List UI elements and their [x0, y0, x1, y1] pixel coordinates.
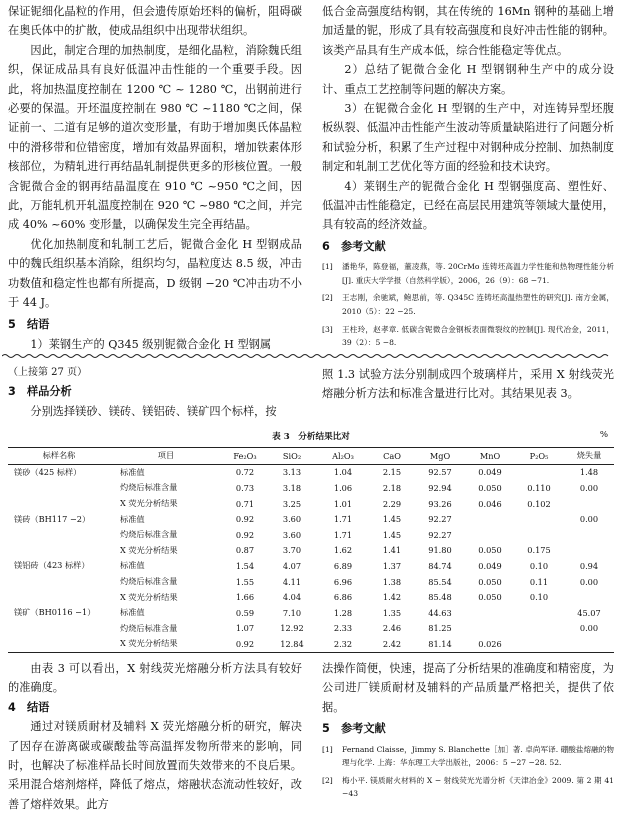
- table-cell: 1.55: [235, 576, 255, 587]
- paragraph: 3）在铌微合金化 H 型钢的生产中，对连铸异型坯腹板纵裂、低温冲击性能产生波动等质量缺陷进行了问题分析和试验分析，积累了生产过程中对钢种成分控制、加热制度制定和轧制工艺优化等方面的经验和技术诀窍。: [322, 102, 614, 174]
- table-cell: 0.00: [579, 514, 599, 525]
- table-cell: [466, 511, 514, 527]
- table-cell: 镁砖（BH117 −2）: [14, 513, 91, 524]
- reference-item: [322, 774, 614, 801]
- table-cell: 0.049: [478, 467, 502, 478]
- table-cell: 0.00: [579, 576, 599, 587]
- table-row: [8, 558, 614, 574]
- table-cell: 85.54: [428, 576, 452, 587]
- table-header-cell: CaO: [370, 448, 414, 465]
- table-cell: 93.26: [428, 498, 452, 509]
- table-cell: [514, 511, 564, 527]
- paragraph: 2）总结了铌微合金化 H 型钢钢种生产中的成分设计、重点工艺控制等问题的解决方案。: [322, 63, 614, 96]
- table-cell: 12.92: [280, 623, 304, 634]
- table-cell: 2.42: [370, 636, 414, 652]
- table-cell: [514, 636, 564, 652]
- table-cell: 1.54: [235, 560, 255, 571]
- analysis-table: [8, 447, 614, 653]
- table-header-cell: 标样名称: [8, 448, 110, 465]
- table-cell: 2.15: [382, 467, 402, 478]
- table-cell: 1.45: [382, 514, 402, 525]
- table-cell: [466, 605, 514, 621]
- table-cell: 灼烧后标准含量: [120, 482, 178, 493]
- table-cell: 1.45: [382, 529, 402, 540]
- table-row: [8, 605, 614, 621]
- table-cell: 标准值: [120, 560, 145, 571]
- table-cell: 92.94: [428, 482, 452, 493]
- table-row: [8, 496, 614, 512]
- section-heading: 5 结语: [8, 317, 50, 331]
- table-cell: 镁铝砖（423 标样）: [14, 560, 90, 571]
- table-cell: 0.92: [235, 514, 255, 525]
- table-cell: 0.71: [235, 498, 255, 509]
- section-heading: 4 结语: [8, 700, 50, 714]
- table-cell: 标准值: [120, 466, 145, 477]
- table-header-row: [8, 448, 614, 465]
- table-cell: 0.102: [527, 498, 551, 509]
- table-cell: [564, 636, 614, 652]
- table-row: [8, 480, 614, 496]
- table-cell: 1.01: [333, 498, 353, 509]
- table-cell: 1.37: [382, 560, 402, 571]
- table-cell: 0.73: [235, 482, 255, 493]
- table-cell: 0.00: [579, 623, 599, 634]
- paragraph: 由表 3 可以看出，X 射线荧光熔融分析方法具有较好的准确度。: [8, 662, 302, 695]
- bottom-right-column: [322, 659, 614, 801]
- table-cell: [564, 496, 614, 512]
- reference-number: [3]: [322, 324, 333, 334]
- reference-text: Fernand Claisse，Jimmy S. Blanchette［加］著. 卓尚军译. 硼酸盐熔融的物理与化学. 上海：华东理工大学出版社，2006：5 −27 −28. 52.: [342, 744, 614, 768]
- reference-item: [322, 260, 614, 287]
- table-cell: 1.62: [333, 545, 353, 556]
- bottom-left-column: [8, 659, 302, 814]
- table-cell: 3.60: [282, 529, 302, 540]
- article-divider: [2, 353, 620, 359]
- table-cell: 2.33: [333, 623, 353, 634]
- mid-left-column: [8, 363, 302, 421]
- table-cell: [564, 543, 614, 559]
- table-cell: 85.48: [428, 592, 452, 603]
- table-header-cell: Fe₂O₃: [222, 448, 268, 465]
- table-cell: 镁矿（BH0116 −1）: [14, 607, 96, 618]
- table-cell: 91.80: [428, 545, 452, 556]
- table-cell: [514, 605, 564, 621]
- table-cell: [8, 589, 110, 605]
- table-cell: [8, 480, 110, 496]
- table-cell: X 荧光分析结果: [110, 636, 222, 652]
- table-header-cell: 烧失量: [564, 448, 614, 465]
- paragraph: 低合金高强度结构钢，其在传统的 16Mn 钢种的基础上增加适量的铌，形成了具有较高强度和良好冲击性能的钢种。该类产品具有生产成本低，综合性能稳定等优点。: [322, 5, 614, 57]
- mid-right-column: [322, 365, 614, 404]
- table-cell: 0.92: [222, 636, 268, 652]
- table-cell: 3.18: [282, 482, 302, 493]
- table-cell: 4.04: [282, 592, 302, 603]
- table-cell: 0.00: [579, 482, 599, 493]
- table-cell: 84.74: [428, 560, 452, 571]
- table-cell: 灼烧后标准含量: [120, 576, 178, 587]
- table-cell: 0.050: [478, 482, 502, 493]
- table-cell: 7.10: [282, 607, 302, 618]
- table-cell: 2.18: [382, 482, 402, 493]
- table-cell: 2.29: [382, 498, 402, 509]
- table-row: [8, 464, 614, 480]
- paragraph: 法操作简便，快速，提高了分析结果的准确度和精密度，为公司进厂镁质耐材及辅料的产品质量严格把关，提供了依据。: [322, 662, 614, 714]
- table-cell: 6.86: [333, 592, 353, 603]
- table-cell: 0.94: [579, 560, 599, 571]
- table-cell: 92.27: [428, 514, 452, 525]
- table-row: [8, 621, 614, 637]
- table-cell: 灼烧后标准含量: [120, 529, 178, 540]
- table-cell: 1.35: [382, 607, 402, 618]
- table-unit: %: [599, 430, 608, 440]
- table-caption: 表 3 分析结果比对: [272, 432, 350, 442]
- reference-number: [2]: [322, 775, 333, 785]
- table-cell: 44.63: [428, 607, 452, 618]
- table-cell: 0.049: [478, 560, 502, 571]
- table-cell: 0.046: [478, 498, 502, 509]
- table-cell: 0.175: [527, 545, 551, 556]
- table-cell: [8, 621, 110, 637]
- table-cell: 2.46: [382, 623, 402, 634]
- table-cell: 0.110: [527, 482, 551, 493]
- table-cell: 0.72: [235, 467, 255, 478]
- table-cell: [8, 496, 110, 512]
- table-row: [8, 543, 614, 559]
- table-cell: 1.71: [333, 514, 353, 525]
- table-cell: 灼烧后标准含量: [120, 622, 178, 633]
- table-cell: 2.32: [316, 636, 370, 652]
- table-row: [8, 511, 614, 527]
- table-cell: 0.11: [529, 576, 549, 587]
- table-header-cell: Al₂O₃: [316, 448, 370, 465]
- table-header-cell: P₂O₅: [514, 448, 564, 465]
- table-cell: [8, 636, 110, 652]
- section-heading: 3 样品分析: [8, 385, 72, 399]
- table-cell: 4.11: [282, 576, 302, 587]
- table-cell: 标准值: [120, 607, 145, 618]
- paragraph: 通过对镁质耐材及辅料 X 荧光熔融分析的研究，解决了因存在游离碳或碳酸盐等高温挥发物所带来的影响，同时，也解决了标准样品长时间放置而失效带来的不良后果。采用混合熔剂熔样，降低了熔点，熔融状态流动性较好，改善了熔样效果。此方: [8, 720, 302, 811]
- top-left-column: [8, 2, 302, 354]
- reference-item: [322, 323, 614, 350]
- reference-text: 梅小平. 镁质耐火材料的 X − 射线荧光光谱分析《天津冶金》2009. 第 2 期 41 −43: [342, 775, 614, 799]
- table-row: [8, 636, 614, 652]
- table-cell: [564, 527, 614, 543]
- table-cell: [466, 527, 514, 543]
- table-cell: 81.14: [414, 636, 466, 652]
- reference-number: [2]: [322, 293, 333, 303]
- table-cell: 标准值: [120, 513, 145, 524]
- table-cell: 6.96: [333, 576, 353, 587]
- table-cell: X 荧光分析结果: [120, 544, 178, 555]
- table-cell: 1.66: [235, 592, 255, 603]
- table-cell: 4.07: [282, 560, 302, 571]
- table-cell: 81.25: [428, 623, 452, 634]
- table-cell: 1.07: [235, 623, 255, 634]
- table-cell: X 荧光分析结果: [120, 591, 178, 602]
- table-cell: 45.07: [577, 607, 601, 618]
- paragraph: 因此，制定合理的加热制度，是细化晶粒，消除魏氏组织，保证成品具有良好低温冲击性能的一个重要手段。因此，将加热温度控制在 1200 ℃ ~ 1280 ℃，出钢前进行必要的保温。开坯温度控制在 980 ℃ ~1180 ℃之间，保证前一、二道有足够的道次变形量，有助于增加奥氏体晶粒中的滑移带和位错密度，增加有效晶界面积，增加铁素体形核部位，为精轧进行再结晶轧制提供更多的形核位置。一般含铌微合金的钢再结晶温度在 910 ℃ ~950 ℃之间，因此，万能轧机开轧温度控制在 920 ℃ ~980 ℃之间，并完成 40% ~60% 变形量，以确保发生完全再结晶。: [8, 43, 302, 232]
- table-header-cell: MgO: [414, 448, 466, 465]
- paragraph: 1）莱钢生产的 Q345 级别铌微合金化 H 型钢属: [30, 337, 272, 351]
- reference-text: 王志刚，余驰斌，鲍思前，等. Q345C 连铸坯高温热塑性的研究[J]. 南方金属，2010（5）：22 −25.: [342, 293, 614, 317]
- table-cell: [466, 621, 514, 637]
- table-cell: 1.41: [382, 545, 402, 556]
- reference-item: [322, 743, 614, 770]
- table-cell: X 荧光分析结果: [120, 498, 178, 509]
- table-row: [8, 589, 614, 605]
- table-cell: 3.25: [282, 498, 302, 509]
- table-cell: 0.87: [235, 545, 255, 556]
- table-cell: [8, 574, 110, 590]
- paragraph: 照 1.3 试验方法分别制成四个玻璃样片，采用 X 射线荧光熔融分析方法和标准含量进行比对。其结果见表 3。: [322, 368, 614, 401]
- table-cell: 92.27: [428, 529, 452, 540]
- table-cell: [514, 527, 564, 543]
- table-cell: 0.050: [478, 592, 502, 603]
- reference-number: [1]: [322, 262, 333, 272]
- reference-text: 王柱玲，赵孝章. 低碳含铌微合金钢板表面微裂纹的控制[J]. 现代冶金，2011，39（2）：5 −8.: [342, 324, 614, 348]
- table-cell: 1.42: [382, 592, 402, 603]
- paragraph: 优化加热制度和轧制工艺后，铌微合金化 H 型钢成品中的魏氏组织基本消除，组织均匀，晶粒度达 8.5 级，冲击功数值和稳定性也都有所提高，D 级钢 −20 ℃冲击功不小于 44 J。: [8, 237, 302, 310]
- table-header-cell: MnO: [466, 448, 514, 465]
- section-heading: 6 参考文献: [322, 239, 386, 253]
- table-cell: 1.38: [382, 576, 402, 587]
- table-cell: 1.28: [333, 607, 353, 618]
- table-cell: [514, 621, 564, 637]
- table-header-cell: SiO₂: [268, 448, 316, 465]
- table-cell: 0.026: [466, 636, 514, 652]
- table-cell: 6.89: [333, 560, 353, 571]
- table-cell: 1.04: [333, 467, 353, 478]
- table-cell: 0.050: [478, 576, 502, 587]
- paragraph: 4）莱钢生产的铌微合金化 H 型钢强度高、塑性好、低温冲击性能稳定，已经在高层民用建筑等领域大量使用，具有较高的经济效益。: [322, 179, 614, 232]
- table-cell: [8, 543, 110, 559]
- paragraph: 分别选择镁砂、镁砖、镁铝砖、镁矿四个标样，按: [30, 404, 277, 418]
- table-header-cell: 项目: [110, 448, 222, 465]
- table-cell: 0.10: [529, 592, 549, 603]
- table-cell: 12.84: [268, 636, 316, 652]
- table-cell: 镁砂（425 标样）: [14, 466, 82, 477]
- table-cell: 3.70: [282, 545, 302, 556]
- reference-text: 潘艳华，陈登福，董凌燕，等. 20CrMo 连铸坯高温力学性能和热物理性能分析 [J]. 重庆大学学报（自然科学版），2006，26（9）：68 −71.: [342, 262, 614, 285]
- section-heading: 5 参考文献: [322, 722, 386, 736]
- table-cell: 0.59: [235, 607, 255, 618]
- table-cell: 3.60: [282, 514, 302, 525]
- reference-item: [322, 291, 614, 318]
- table-cell: [8, 527, 110, 543]
- table-cell: 3.13: [282, 467, 302, 478]
- continuation-note: （上接第 27 页）: [8, 367, 88, 378]
- table-body: [8, 464, 614, 652]
- table-cell: 1.48: [579, 467, 599, 478]
- table-row: [8, 527, 614, 543]
- top-right-column: [322, 2, 614, 350]
- table-cell: [514, 464, 564, 480]
- table-cell: 1.06: [333, 482, 353, 493]
- table-cell: 1.71: [333, 529, 353, 540]
- table-cell: 0.050: [478, 545, 502, 556]
- reference-number: [1]: [322, 744, 333, 754]
- paragraph: 保证铌细化晶粒的作用，但会遗传原始坯料的偏析，阻碍碳在奥氏体中的扩散，使成品组织中出现带状组织。: [8, 5, 302, 38]
- table-cell: 92.57: [428, 467, 452, 478]
- table-cell: 0.92: [235, 529, 255, 540]
- table-cell: [564, 589, 614, 605]
- table-row: [8, 574, 614, 590]
- table-cell: 0.10: [529, 560, 549, 571]
